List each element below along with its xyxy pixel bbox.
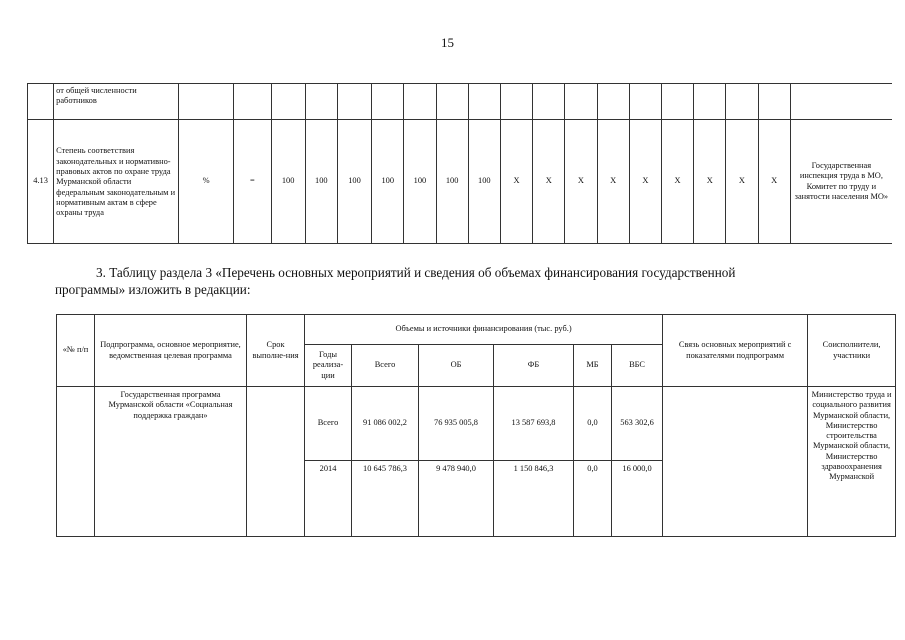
value-cell: X [661, 120, 693, 244]
value-cell: X [597, 120, 629, 244]
mb-cell: 0,0 [574, 461, 612, 537]
ob-cell: 76 935 005,8 [419, 387, 494, 461]
vbs-cell: 16 000,0 [612, 461, 663, 537]
fb-cell: 1 150 846,3 [494, 461, 574, 537]
mb-cell: 0,0 [574, 387, 612, 461]
year-cell: Всего [305, 387, 352, 461]
header-years: Годы реализа-ции [305, 345, 352, 387]
table-row [28, 84, 893, 120]
value-cell: 100 [468, 120, 500, 244]
table-row [28, 120, 893, 244]
value-cell: X [500, 120, 532, 244]
value-cell: X [629, 120, 661, 244]
paragraph-line-2: программы» изложить в редакции: [55, 282, 251, 297]
table-row [57, 387, 896, 461]
value-cell: 100 [372, 120, 404, 244]
value-cell: 100 [271, 120, 305, 244]
value-cell: X [694, 120, 726, 244]
header-fb: ФБ [494, 345, 574, 387]
header-vbs: ВБС [612, 345, 663, 387]
fb-cell: 13 587 693,8 [494, 387, 574, 461]
value-cell: X [758, 120, 790, 244]
value-cell: 100 [337, 120, 371, 244]
value-cell: 100 [305, 120, 337, 244]
header-ob: ОБ [419, 345, 494, 387]
value-cell: 100 [436, 120, 468, 244]
value-cell: X [726, 120, 758, 244]
total-cell: 91 086 002,2 [352, 387, 419, 461]
row-number: 4.13 [28, 120, 54, 244]
header-total: Всего [352, 345, 419, 387]
total-cell: 10 645 786,3 [352, 461, 419, 537]
header-mb: МБ [574, 345, 612, 387]
header-row [57, 315, 896, 345]
page-number: 15 [441, 35, 454, 50]
indicator-name-cell: Степень соответствия законодательных и нормативно-правовых актов по охране труда Мурманской области федеральным законодательным и нормативным актам в сфере охраны труда [54, 120, 179, 244]
unit-cell: % [178, 120, 233, 244]
paragraph-line-1: 3. Таблицу раздела 3 «Перечень основных мероприятий и сведения об объемах финансирования государственной [96, 265, 736, 280]
indicator-name-cell: от общей численности работников [54, 84, 179, 120]
header-program: Подпрограмма, основное мероприятие, ведомственная целевая программа [95, 315, 247, 387]
value-cell: 100 [404, 120, 436, 244]
header-funding: Объемы и источники финансирования (тыс. руб.) [305, 315, 663, 345]
sign-cell: = [234, 120, 271, 244]
program-name: Государственная программа Мурманской области «Социальная поддержка граждан» [95, 387, 247, 537]
header-num: «№ п/п [57, 315, 95, 387]
value-cell: X [565, 120, 597, 244]
coexecutors-cell: Министерство труда и социального развития Мурманской области, Министерство строительства Мурманской области, Министерство здравоохранения Мурманской [808, 387, 896, 537]
header-term: Срок выполне-ния [247, 315, 305, 387]
indicators-table [27, 83, 892, 244]
vbs-cell: 563 302,6 [612, 387, 663, 461]
header-coexecutors: Соисполнители, участники [808, 315, 896, 387]
header-link: Связь основных мероприятий с показателями подпрограмм [663, 315, 808, 387]
responsible-cell: Государственная инспекция труда в МО, Комитет по труду и занятости населения МО» [790, 120, 892, 244]
year-cell: 2014 [305, 461, 352, 537]
ob-cell: 9 478 940,0 [419, 461, 494, 537]
value-cell: X [533, 120, 565, 244]
funding-table [56, 314, 896, 537]
